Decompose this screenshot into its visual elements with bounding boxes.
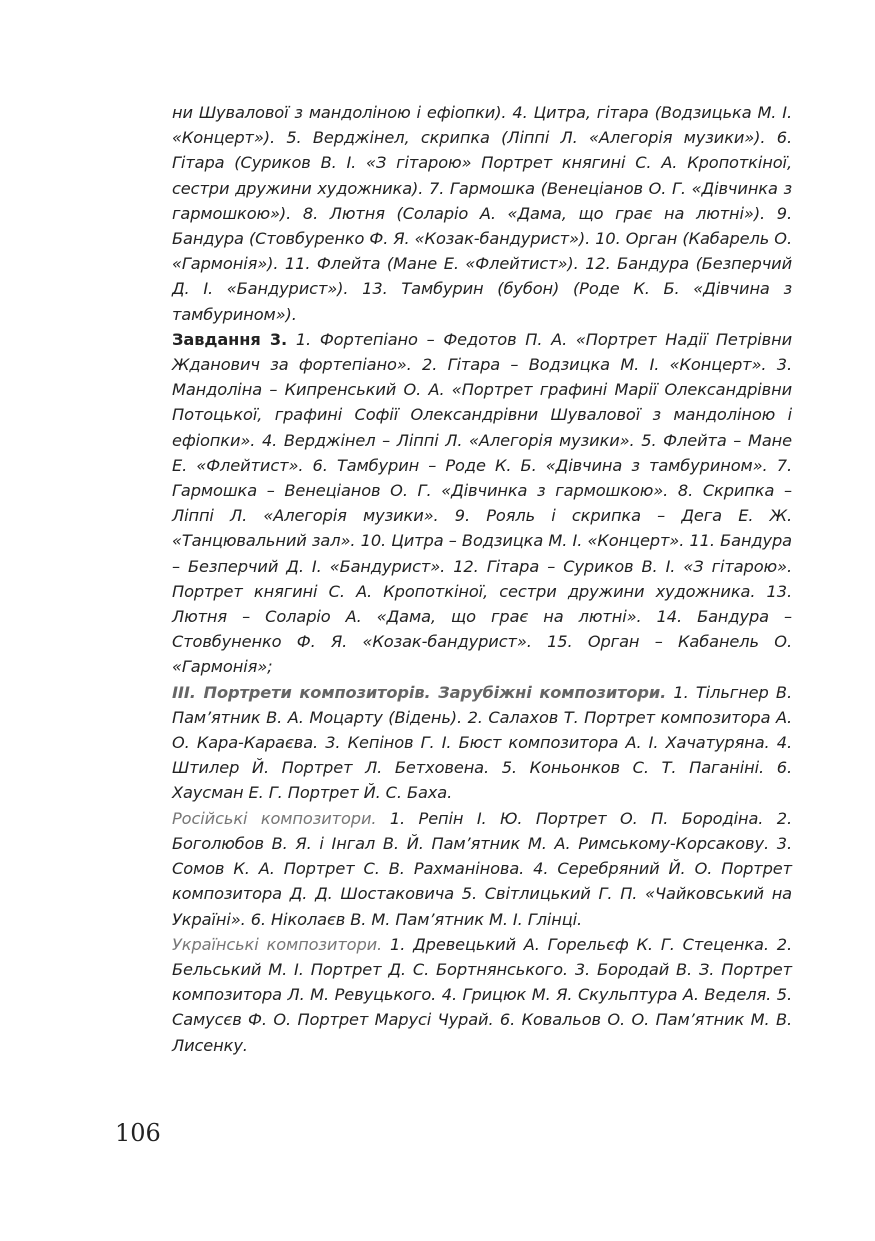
paragraph-text: 1. Тільгнер В. Пам’ятник В. А. Моцарту (Відень). 2. Салахов Т. Портрет композитора А. О. Кара-Караєва. 3. Кепінов Г. І. Бюст композитора А. І. Хачатуряна. 4. Штилер Й. Портрет Л. Бетховена. 5. Коньонков С. Т. Паганіні. 6. Хаусман Е. Г. Портрет Й. С. Баха.: [172, 682, 792, 803]
task3-label: Завдання 3.: [172, 329, 288, 349]
paragraph-text: 1. Репін І. Ю. Портрет О. П. Бородіна. 2. Боголюбов В. Я. і Інгал В. Й. Пам’ятник М. А. Римському-Корсакову. 3. Сомов К. А. Портрет С. В. Рахманінова. 4. Серебряний Й. О. Портрет композитора Д. Д. Шостаковича 5. Світлицький Г. П. «Чайковський на Україні». 6. Ніколаєв В. М. Пам’ятник М. І. Глінці.: [172, 808, 792, 929]
page-number: 106: [115, 1119, 161, 1147]
main-text: [172, 100, 792, 1058]
paragraph-section3-foreign: [172, 680, 792, 806]
paragraph-russian-composers: [172, 806, 792, 932]
paragraph-ukrainian-composers: [172, 932, 792, 1058]
paragraph-text: 1. Древецький А. Горельєф К. Г. Стеценка. 2. Бельський М. І. Портрет Д. С. Бортнянського. 3. Бородай В. З. Портрет композитора Л. М. Ревуцького. 4. Грицюк М. Я. Скульптура А. Веделя. 5. Самусєв Ф. О. Портрет Марусі Чурай. 6. Ковальов О. О. Пам’ятник М. В. Лисенку.: [172, 934, 792, 1055]
paragraph-text: ни Шувалової з мандоліною і ефіопки). 4. Цитра, гітара (Водзицька М. І. «Концерт»). 5. Верджінел, скрипка (Ліппі Л. «Алегорія музики»). 6. Гітара (Суриков В. І. «З гітарою» Портрет княгині С. А. Кропоткіної, сестри дружини художника). 7. Гармошка (Венеціанов О. Г. «Дівчинка з гармошкою»). 8. Лютня (Соларіо А. «Дама, що грає на лютні»). 9. Бандура (Стовбуренко Ф. Я. «Козак-бандурист»). 10. Орган (Кабарель О. «Гармонія»). 11. Флейта (Мане Е. «Флейтист»). 12. Бандура (Безперчий Д. І. «Бандурист»). 13. Тамбурин (бубон) (Роде К. Б. «Дівчина з тамбурином»).: [172, 103, 792, 324]
paragraph-task3: [172, 327, 792, 680]
paragraph-task2-continued: [172, 100, 792, 327]
paragraph-text: 1. Фортепіано – Федотов П. А. «Портрет Надії Петрівни Жданович за фортепіано». 2. Гітара – Водзицка М. І. «Концерт». 3. Мандоліна – Кипренський О. А. «Портрет графині Марії Олександрівни Потоцької, графині Софії Олександрівни Шувалової з мандоліною і ефіопки». 4. Верджінел – Ліппі Л. «Алегорія музики». 5. Флейта – Мане Е. «Флейтист». 6. Тамбурин – Роде К. Б. «Дівчина з тамбурином». 7. Гармошка – Венеціанов О. Г. «Дівчинка з гармошкою». 8. Скрипка – Ліппі Л. «Алегорія музики». 9. Рояль і скрипка – Дега Е. Ж. «Танцювальний зал». 10. Цитра – Водзицка М. І. «Концерт». 11. Бандура – Безперчий Д. І. «Бандурист». 12. Гітара – Суриков В. І. «З гітарою». Портрет княгині С. А. Кропоткіної, сестри дружини художника. 13. Лютня – Соларіо А. «Дама, що грає на лютні». 14. Бандура – Стовбуненко Ф. Я. «Козак-бандурист». 15. Орган – Кабанель О. «Гармонія»;: [172, 329, 793, 677]
ukrainian-composers-subheading: Українські композитори.: [172, 934, 383, 954]
section3-heading: ІІІ. Портрети композиторів. Зарубіжні композитори.: [172, 682, 667, 702]
russian-composers-subheading: Російські композитори.: [172, 808, 377, 828]
